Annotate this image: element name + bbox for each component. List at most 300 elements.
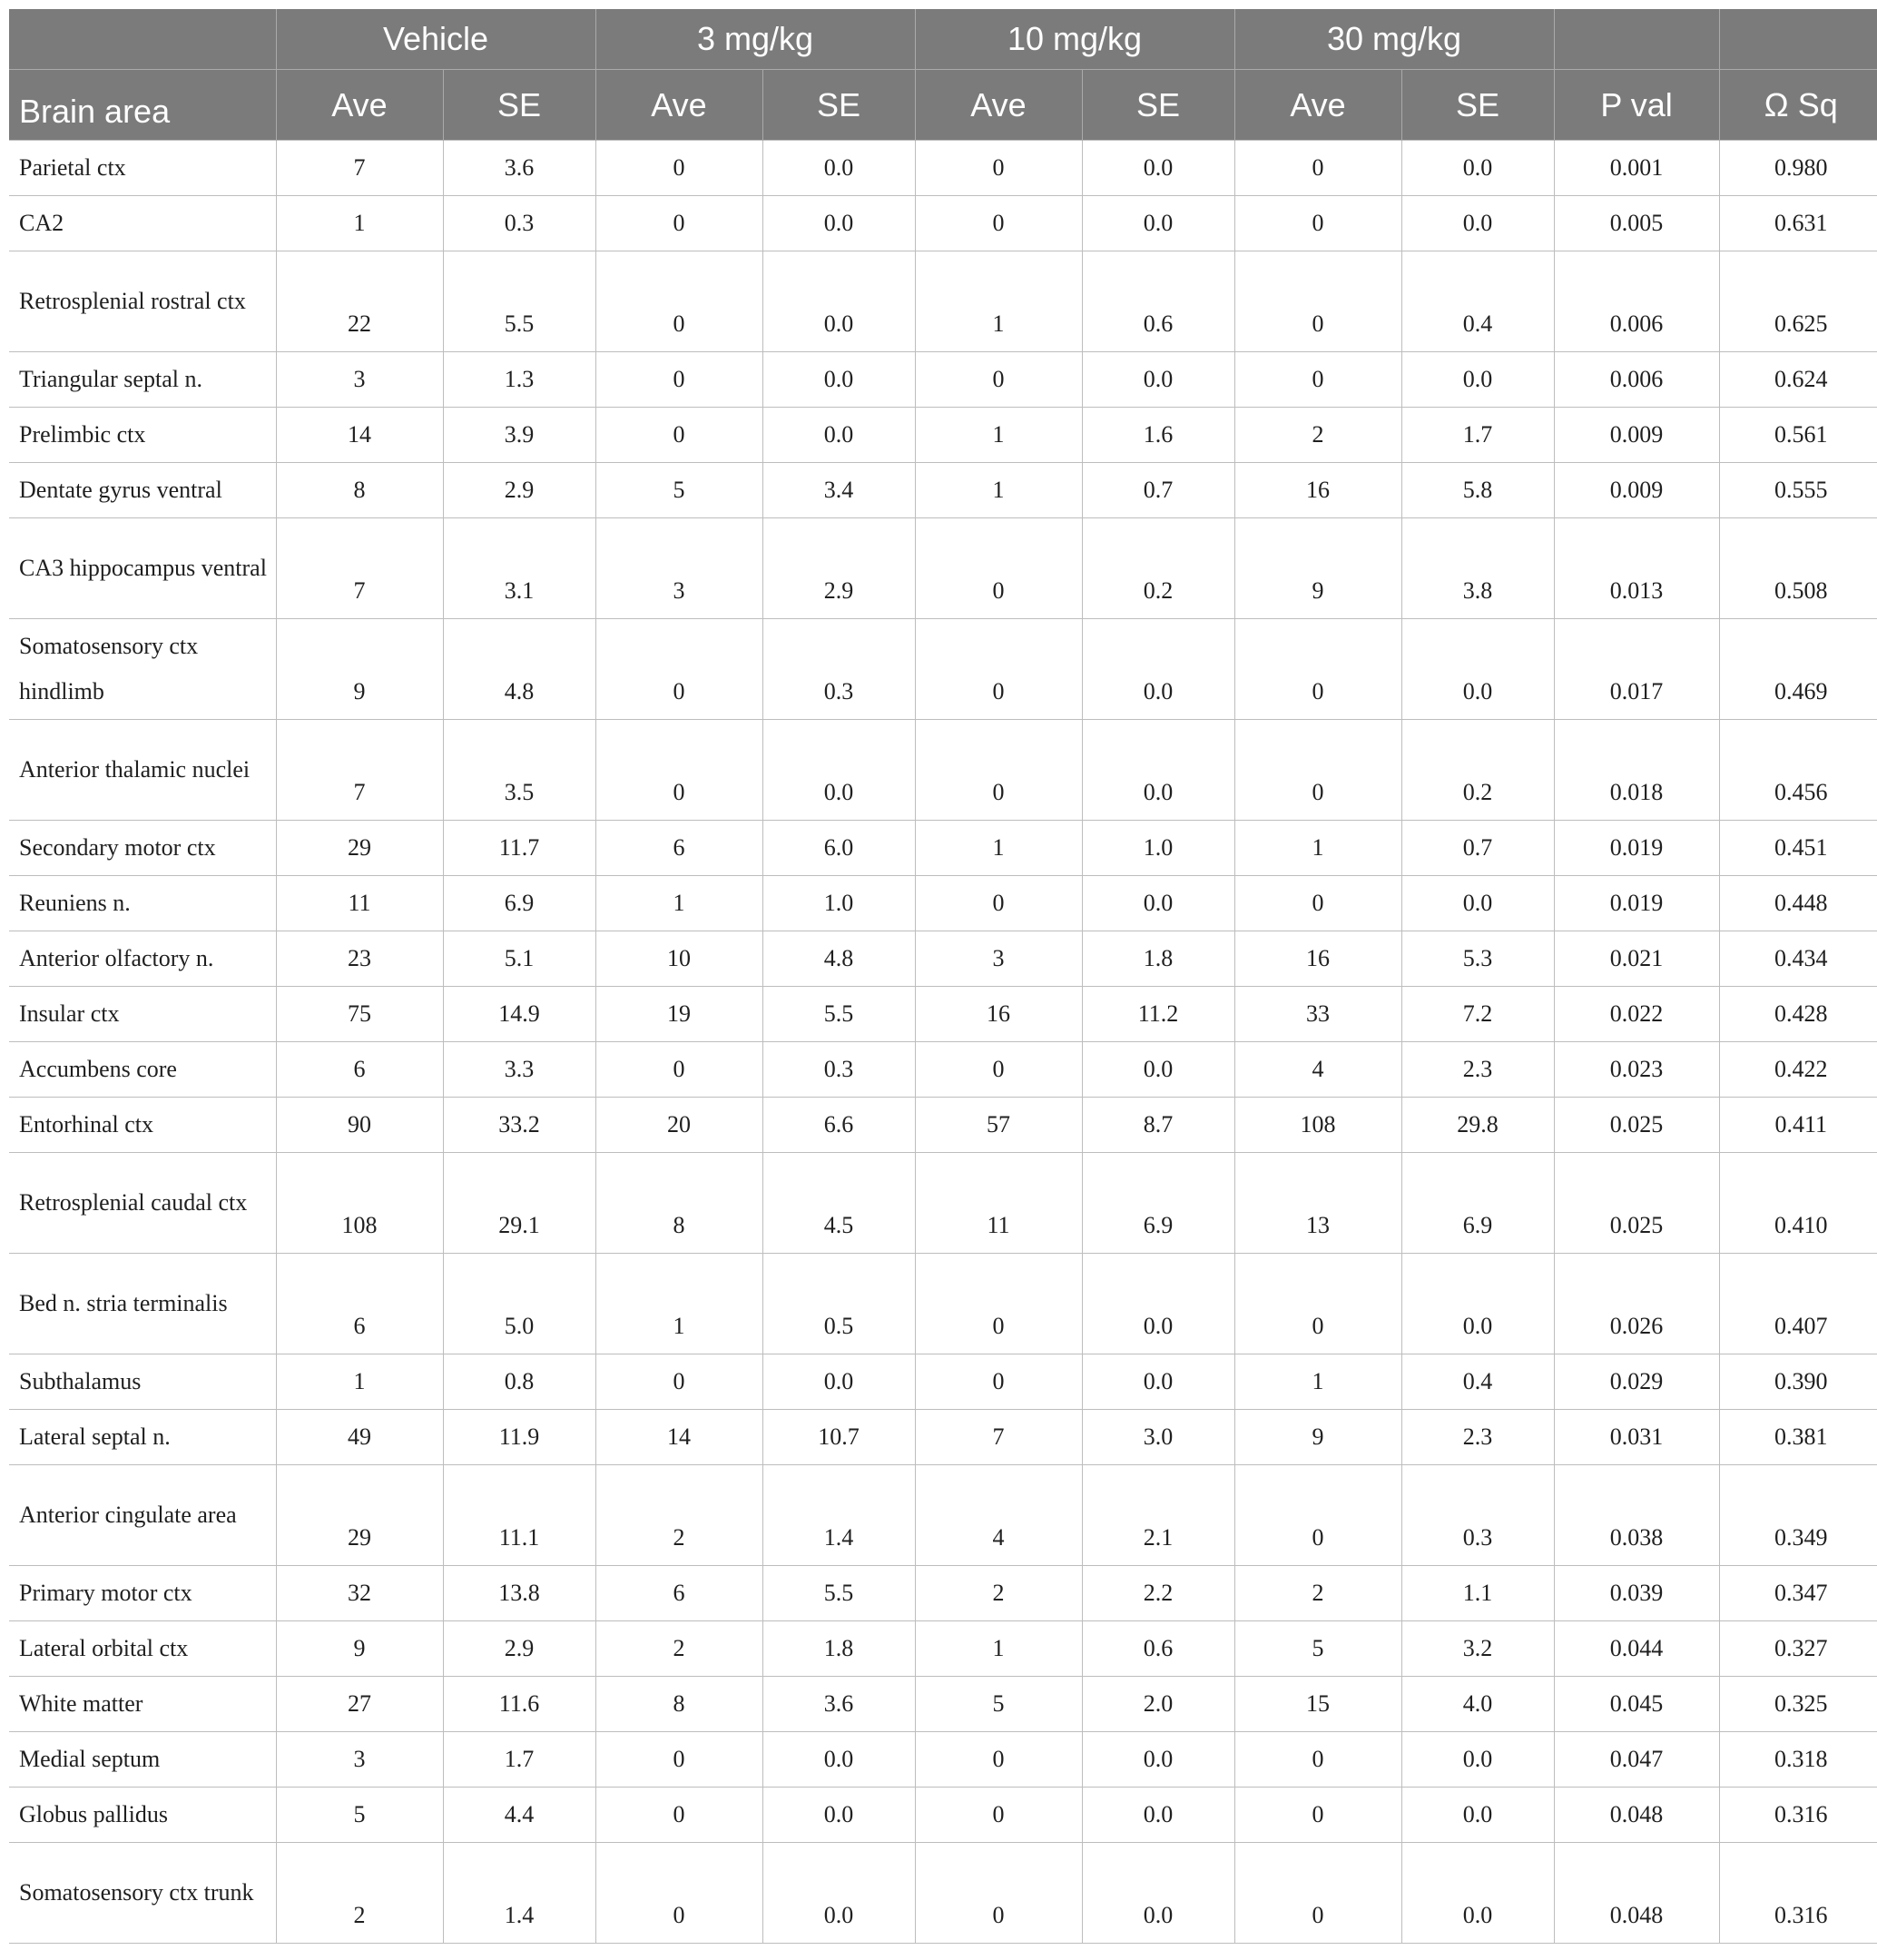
value-cell: 0 bbox=[595, 720, 762, 821]
value-cell: 2 bbox=[915, 1566, 1082, 1621]
table-row bbox=[9, 408, 1877, 463]
value-cell: 0.318 bbox=[1719, 1732, 1877, 1788]
value-cell: 3 bbox=[276, 352, 443, 408]
table-row bbox=[9, 1254, 1877, 1354]
value-cell: 0 bbox=[595, 1354, 762, 1410]
value-cell: 1.7 bbox=[443, 1732, 595, 1788]
value-cell: 1.8 bbox=[1082, 931, 1234, 987]
value-cell: 0.2 bbox=[1401, 720, 1554, 821]
value-cell: 4.0 bbox=[1401, 1677, 1554, 1732]
value-cell: 0.4 bbox=[1401, 251, 1554, 352]
value-cell: 6 bbox=[595, 821, 762, 876]
value-cell: 33 bbox=[1234, 987, 1401, 1042]
value-cell: 0.3 bbox=[1401, 1465, 1554, 1566]
value-cell: 15 bbox=[1234, 1677, 1401, 1732]
table-row bbox=[9, 518, 1877, 619]
value-cell: 0.5 bbox=[762, 1254, 915, 1354]
value-cell: 1.4 bbox=[762, 1465, 915, 1566]
column-header-vehicle-ave: Ave bbox=[276, 70, 443, 141]
value-cell: 5 bbox=[595, 463, 762, 518]
column-header-10mg-se: SE bbox=[1082, 70, 1234, 141]
value-cell: 0.6 bbox=[1082, 251, 1234, 352]
value-cell: 0.0 bbox=[1401, 1843, 1554, 1944]
table-row bbox=[9, 141, 1877, 196]
value-cell: 2.1 bbox=[1082, 1465, 1234, 1566]
value-cell: 0 bbox=[915, 352, 1082, 408]
brain-area-table bbox=[9, 9, 1877, 1944]
value-cell: 3.2 bbox=[1401, 1621, 1554, 1677]
value-cell: 1.8 bbox=[762, 1621, 915, 1677]
column-header-omega-sq: Ω Sq bbox=[1719, 70, 1877, 141]
value-cell: 3.9 bbox=[443, 408, 595, 463]
value-cell: 7 bbox=[276, 720, 443, 821]
value-cell: 14 bbox=[276, 408, 443, 463]
value-cell: 0.316 bbox=[1719, 1843, 1877, 1944]
value-cell: 22 bbox=[276, 251, 443, 352]
value-cell: 0 bbox=[915, 876, 1082, 931]
table-row bbox=[9, 619, 1877, 720]
value-cell: 1 bbox=[915, 1621, 1082, 1677]
value-cell: 0.039 bbox=[1554, 1566, 1719, 1621]
value-cell: 2.0 bbox=[1082, 1677, 1234, 1732]
value-cell: 0.3 bbox=[762, 1042, 915, 1098]
table-row bbox=[9, 1843, 1877, 1944]
value-cell: 8 bbox=[595, 1153, 762, 1254]
value-cell: 3.3 bbox=[443, 1042, 595, 1098]
value-cell: 0.451 bbox=[1719, 821, 1877, 876]
value-cell: 108 bbox=[276, 1153, 443, 1254]
value-cell: 1 bbox=[276, 1354, 443, 1410]
value-cell: 0.347 bbox=[1719, 1566, 1877, 1621]
value-cell: 0.0 bbox=[762, 352, 915, 408]
value-cell: 1 bbox=[915, 251, 1082, 352]
value-cell: 0 bbox=[595, 619, 762, 720]
value-cell: 4 bbox=[915, 1465, 1082, 1566]
value-cell: 1.0 bbox=[1082, 821, 1234, 876]
brain-area-cell: Anterior olfactory n. bbox=[9, 931, 276, 987]
value-cell: 0.631 bbox=[1719, 196, 1877, 251]
brain-area-cell: Somatosensory ctx trunk bbox=[9, 1843, 276, 1944]
group-header-vehicle: Vehicle bbox=[276, 9, 595, 70]
value-cell: 4.8 bbox=[443, 619, 595, 720]
value-cell: 0.0 bbox=[1082, 196, 1234, 251]
column-header-p-val: P val bbox=[1554, 70, 1719, 141]
value-cell: 0.8 bbox=[443, 1354, 595, 1410]
value-cell: 0.624 bbox=[1719, 352, 1877, 408]
value-cell: 14 bbox=[595, 1410, 762, 1465]
value-cell: 3.0 bbox=[1082, 1410, 1234, 1465]
value-cell: 1 bbox=[276, 196, 443, 251]
value-cell: 0 bbox=[1234, 251, 1401, 352]
value-cell: 0 bbox=[1234, 1788, 1401, 1843]
value-cell: 0.390 bbox=[1719, 1354, 1877, 1410]
value-cell: 0.026 bbox=[1554, 1254, 1719, 1354]
value-cell: 0.561 bbox=[1719, 408, 1877, 463]
value-cell: 29 bbox=[276, 1465, 443, 1566]
value-cell: 0 bbox=[1234, 141, 1401, 196]
value-cell: 16 bbox=[1234, 931, 1401, 987]
table-body bbox=[9, 141, 1877, 1944]
value-cell: 4 bbox=[1234, 1042, 1401, 1098]
value-cell: 32 bbox=[276, 1566, 443, 1621]
value-cell: 3 bbox=[595, 518, 762, 619]
value-cell: 1.4 bbox=[443, 1843, 595, 1944]
brain-area-cell: Secondary motor ctx bbox=[9, 821, 276, 876]
value-cell: 0.2 bbox=[1082, 518, 1234, 619]
value-cell: 7 bbox=[276, 518, 443, 619]
value-cell: 0 bbox=[915, 196, 1082, 251]
brain-area-cell: Primary motor ctx bbox=[9, 1566, 276, 1621]
value-cell: 57 bbox=[915, 1098, 1082, 1153]
value-cell: 0.019 bbox=[1554, 821, 1719, 876]
brain-area-cell: CA3 hippocampus ventral bbox=[9, 518, 276, 619]
table-row bbox=[9, 1465, 1877, 1566]
value-cell: 0.047 bbox=[1554, 1732, 1719, 1788]
value-cell: 0.980 bbox=[1719, 141, 1877, 196]
value-cell: 0 bbox=[1234, 1254, 1401, 1354]
value-cell: 0.009 bbox=[1554, 408, 1719, 463]
value-cell: 3 bbox=[915, 931, 1082, 987]
value-cell: 2.3 bbox=[1401, 1042, 1554, 1098]
value-cell: 11.2 bbox=[1082, 987, 1234, 1042]
value-cell: 0.022 bbox=[1554, 987, 1719, 1042]
value-cell: 6 bbox=[276, 1254, 443, 1354]
value-cell: 0.029 bbox=[1554, 1354, 1719, 1410]
value-cell: 1 bbox=[915, 463, 1082, 518]
value-cell: 0.044 bbox=[1554, 1621, 1719, 1677]
brain-area-cell: Triangular septal n. bbox=[9, 352, 276, 408]
value-cell: 0.045 bbox=[1554, 1677, 1719, 1732]
value-cell: 0 bbox=[595, 1788, 762, 1843]
value-cell: 0.013 bbox=[1554, 518, 1719, 619]
value-cell: 0.0 bbox=[762, 408, 915, 463]
value-cell: 11.9 bbox=[443, 1410, 595, 1465]
value-cell: 0.4 bbox=[1401, 1354, 1554, 1410]
group-header-row bbox=[9, 9, 1877, 70]
value-cell: 9 bbox=[1234, 1410, 1401, 1465]
group-header-10mg: 10 mg/kg bbox=[915, 9, 1234, 70]
value-cell: 5.8 bbox=[1401, 463, 1554, 518]
column-header-3mg-ave: Ave bbox=[595, 70, 762, 141]
table-row bbox=[9, 1354, 1877, 1410]
brain-area-cell: Bed n. stria terminalis bbox=[9, 1254, 276, 1354]
sub-header-row bbox=[9, 70, 1877, 141]
value-cell: 3.6 bbox=[443, 141, 595, 196]
value-cell: 6.9 bbox=[1401, 1153, 1554, 1254]
value-cell: 2.9 bbox=[443, 463, 595, 518]
value-cell: 0.327 bbox=[1719, 1621, 1877, 1677]
column-header-3mg-se: SE bbox=[762, 70, 915, 141]
value-cell: 6.0 bbox=[762, 821, 915, 876]
value-cell: 0.0 bbox=[1082, 1354, 1234, 1410]
group-header-3mg: 3 mg/kg bbox=[595, 9, 915, 70]
value-cell: 16 bbox=[1234, 463, 1401, 518]
brain-area-cell: Entorhinal ctx bbox=[9, 1098, 276, 1153]
value-cell: 7 bbox=[915, 1410, 1082, 1465]
brain-area-cell: Lateral septal n. bbox=[9, 1410, 276, 1465]
value-cell: 1.3 bbox=[443, 352, 595, 408]
value-cell: 0.0 bbox=[1082, 1788, 1234, 1843]
value-cell: 9 bbox=[276, 1621, 443, 1677]
value-cell: 5.0 bbox=[443, 1254, 595, 1354]
column-header-10mg-ave: Ave bbox=[915, 70, 1082, 141]
value-cell: 1 bbox=[1234, 1354, 1401, 1410]
value-cell: 0 bbox=[1234, 1732, 1401, 1788]
value-cell: 0.456 bbox=[1719, 720, 1877, 821]
value-cell: 33.2 bbox=[443, 1098, 595, 1153]
value-cell: 20 bbox=[595, 1098, 762, 1153]
brain-area-cell: Parietal ctx bbox=[9, 141, 276, 196]
value-cell: 8 bbox=[276, 463, 443, 518]
value-cell: 0.349 bbox=[1719, 1465, 1877, 1566]
value-cell: 0.316 bbox=[1719, 1788, 1877, 1843]
column-header-30mg-ave: Ave bbox=[1234, 70, 1401, 141]
value-cell: 7.2 bbox=[1401, 987, 1554, 1042]
column-header-vehicle-se: SE bbox=[443, 70, 595, 141]
value-cell: 0 bbox=[595, 1042, 762, 1098]
value-cell: 9 bbox=[1234, 518, 1401, 619]
value-cell: 1 bbox=[595, 1254, 762, 1354]
value-cell: 9 bbox=[276, 619, 443, 720]
value-cell: 0 bbox=[1234, 619, 1401, 720]
value-cell: 0 bbox=[1234, 1465, 1401, 1566]
value-cell: 0.019 bbox=[1554, 876, 1719, 931]
value-cell: 0.005 bbox=[1554, 196, 1719, 251]
value-cell: 11.6 bbox=[443, 1677, 595, 1732]
value-cell: 0.017 bbox=[1554, 619, 1719, 720]
brain-area-cell: Insular ctx bbox=[9, 987, 276, 1042]
value-cell: 1 bbox=[595, 876, 762, 931]
value-cell: 27 bbox=[276, 1677, 443, 1732]
brain-area-cell: Prelimbic ctx bbox=[9, 408, 276, 463]
value-cell: 5.5 bbox=[762, 987, 915, 1042]
value-cell: 5.5 bbox=[443, 251, 595, 352]
brain-area-cell: CA2 bbox=[9, 196, 276, 251]
table-row bbox=[9, 987, 1877, 1042]
brain-area-cell: Anterior thalamic nuclei bbox=[9, 720, 276, 821]
table-row bbox=[9, 876, 1877, 931]
value-cell: 0.0 bbox=[1082, 1042, 1234, 1098]
value-cell: 0.001 bbox=[1554, 141, 1719, 196]
value-cell: 5.3 bbox=[1401, 931, 1554, 987]
value-cell: 0.0 bbox=[762, 1354, 915, 1410]
table-row bbox=[9, 251, 1877, 352]
value-cell: 0.0 bbox=[762, 251, 915, 352]
value-cell: 0 bbox=[915, 518, 1082, 619]
value-cell: 0.006 bbox=[1554, 352, 1719, 408]
value-cell: 0.0 bbox=[1082, 619, 1234, 720]
value-cell: 1 bbox=[1234, 821, 1401, 876]
value-cell: 0.508 bbox=[1719, 518, 1877, 619]
value-cell: 0.7 bbox=[1082, 463, 1234, 518]
value-cell: 2.2 bbox=[1082, 1566, 1234, 1621]
value-cell: 0.0 bbox=[1082, 720, 1234, 821]
value-cell: 0.6 bbox=[1082, 1621, 1234, 1677]
value-cell: 0.325 bbox=[1719, 1677, 1877, 1732]
value-cell: 0.0 bbox=[1082, 1843, 1234, 1944]
value-cell: 6 bbox=[276, 1042, 443, 1098]
value-cell: 0.0 bbox=[762, 141, 915, 196]
table-row bbox=[9, 931, 1877, 987]
value-cell: 5 bbox=[1234, 1621, 1401, 1677]
value-cell: 2 bbox=[1234, 1566, 1401, 1621]
value-cell: 0 bbox=[915, 1042, 1082, 1098]
value-cell: 3.5 bbox=[443, 720, 595, 821]
header-blank-omega bbox=[1719, 9, 1877, 70]
value-cell: 0 bbox=[1234, 1843, 1401, 1944]
value-cell: 0.0 bbox=[1082, 352, 1234, 408]
value-cell: 0.038 bbox=[1554, 1465, 1719, 1566]
value-cell: 6.9 bbox=[443, 876, 595, 931]
value-cell: 0.006 bbox=[1554, 251, 1719, 352]
value-cell: 6 bbox=[595, 1566, 762, 1621]
value-cell: 3.8 bbox=[1401, 518, 1554, 619]
value-cell: 2.3 bbox=[1401, 1410, 1554, 1465]
value-cell: 0 bbox=[915, 1354, 1082, 1410]
value-cell: 3.1 bbox=[443, 518, 595, 619]
value-cell: 90 bbox=[276, 1098, 443, 1153]
table-header bbox=[9, 9, 1877, 141]
brain-area-cell: Retrosplenial caudal ctx bbox=[9, 1153, 276, 1254]
value-cell: 0.0 bbox=[1401, 196, 1554, 251]
value-cell: 2 bbox=[276, 1843, 443, 1944]
value-cell: 0 bbox=[1234, 720, 1401, 821]
brain-area-cell: Subthalamus bbox=[9, 1354, 276, 1410]
value-cell: 0.023 bbox=[1554, 1042, 1719, 1098]
value-cell: 49 bbox=[276, 1410, 443, 1465]
value-cell: 0 bbox=[1234, 876, 1401, 931]
value-cell: 0 bbox=[915, 1843, 1082, 1944]
column-header-brain-area: Brain area bbox=[9, 70, 276, 141]
brain-area-cell: White matter bbox=[9, 1677, 276, 1732]
value-cell: 0.410 bbox=[1719, 1153, 1877, 1254]
value-cell: 1 bbox=[915, 821, 1082, 876]
value-cell: 1.6 bbox=[1082, 408, 1234, 463]
value-cell: 11.1 bbox=[443, 1465, 595, 1566]
value-cell: 23 bbox=[276, 931, 443, 987]
value-cell: 0 bbox=[595, 1843, 762, 1944]
brain-area-cell: Medial septum bbox=[9, 1732, 276, 1788]
value-cell: 0.0 bbox=[1401, 876, 1554, 931]
value-cell: 2 bbox=[1234, 408, 1401, 463]
value-cell: 0.448 bbox=[1719, 876, 1877, 931]
table-row bbox=[9, 1410, 1877, 1465]
value-cell: 3.6 bbox=[762, 1677, 915, 1732]
value-cell: 0.0 bbox=[1082, 1732, 1234, 1788]
value-cell: 5.5 bbox=[762, 1566, 915, 1621]
value-cell: 4.8 bbox=[762, 931, 915, 987]
value-cell: 1 bbox=[915, 408, 1082, 463]
value-cell: 0.0 bbox=[1082, 1254, 1234, 1354]
value-cell: 13 bbox=[1234, 1153, 1401, 1254]
value-cell: 0 bbox=[595, 196, 762, 251]
brain-area-cell: Lateral orbital ctx bbox=[9, 1621, 276, 1677]
value-cell: 0.0 bbox=[762, 1788, 915, 1843]
value-cell: 0.009 bbox=[1554, 463, 1719, 518]
header-blank-pval bbox=[1554, 9, 1719, 70]
value-cell: 1.1 bbox=[1401, 1566, 1554, 1621]
value-cell: 0.021 bbox=[1554, 931, 1719, 987]
value-cell: 0.3 bbox=[762, 619, 915, 720]
value-cell: 0 bbox=[595, 352, 762, 408]
value-cell: 0 bbox=[915, 141, 1082, 196]
value-cell: 5.1 bbox=[443, 931, 595, 987]
brain-area-table-container bbox=[9, 9, 1877, 1944]
value-cell: 0 bbox=[595, 141, 762, 196]
value-cell: 4.5 bbox=[762, 1153, 915, 1254]
value-cell: 2 bbox=[595, 1465, 762, 1566]
value-cell: 0.411 bbox=[1719, 1098, 1877, 1153]
group-header-30mg: 30 mg/kg bbox=[1234, 9, 1554, 70]
table-row bbox=[9, 1621, 1877, 1677]
value-cell: 0.0 bbox=[1401, 619, 1554, 720]
value-cell: 29.1 bbox=[443, 1153, 595, 1254]
value-cell: 4.4 bbox=[443, 1788, 595, 1843]
value-cell: 11 bbox=[276, 876, 443, 931]
value-cell: 0 bbox=[915, 619, 1082, 720]
value-cell: 0.0 bbox=[762, 196, 915, 251]
value-cell: 0 bbox=[915, 1732, 1082, 1788]
table-row bbox=[9, 196, 1877, 251]
value-cell: 10 bbox=[595, 931, 762, 987]
table-row bbox=[9, 463, 1877, 518]
value-cell: 0 bbox=[1234, 352, 1401, 408]
value-cell: 0.0 bbox=[1401, 352, 1554, 408]
value-cell: 0 bbox=[915, 1788, 1082, 1843]
value-cell: 29.8 bbox=[1401, 1098, 1554, 1153]
brain-area-cell: Reuniens n. bbox=[9, 876, 276, 931]
value-cell: 0.048 bbox=[1554, 1843, 1719, 1944]
value-cell: 6.9 bbox=[1082, 1153, 1234, 1254]
value-cell: 0.0 bbox=[762, 1843, 915, 1944]
table-row bbox=[9, 821, 1877, 876]
brain-area-cell: Accumbens core bbox=[9, 1042, 276, 1098]
value-cell: 2 bbox=[595, 1621, 762, 1677]
value-cell: 0.555 bbox=[1719, 463, 1877, 518]
value-cell: 13.8 bbox=[443, 1566, 595, 1621]
table-row bbox=[9, 720, 1877, 821]
value-cell: 0.7 bbox=[1401, 821, 1554, 876]
value-cell: 0.0 bbox=[762, 720, 915, 821]
value-cell: 1.7 bbox=[1401, 408, 1554, 463]
value-cell: 75 bbox=[276, 987, 443, 1042]
brain-area-cell: Dentate gyrus ventral bbox=[9, 463, 276, 518]
table-row bbox=[9, 1042, 1877, 1098]
value-cell: 0.422 bbox=[1719, 1042, 1877, 1098]
value-cell: 14.9 bbox=[443, 987, 595, 1042]
table-row bbox=[9, 1566, 1877, 1621]
value-cell: 1.0 bbox=[762, 876, 915, 931]
value-cell: 0 bbox=[595, 1732, 762, 1788]
value-cell: 0.0 bbox=[1082, 876, 1234, 931]
value-cell: 0.025 bbox=[1554, 1153, 1719, 1254]
value-cell: 0.0 bbox=[1401, 1732, 1554, 1788]
value-cell: 0.048 bbox=[1554, 1788, 1719, 1843]
value-cell: 2.9 bbox=[443, 1621, 595, 1677]
table-row bbox=[9, 352, 1877, 408]
value-cell: 5 bbox=[276, 1788, 443, 1843]
table-row bbox=[9, 1677, 1877, 1732]
value-cell: 0 bbox=[915, 1254, 1082, 1354]
table-row bbox=[9, 1153, 1877, 1254]
value-cell: 0.0 bbox=[1401, 1254, 1554, 1354]
value-cell: 0.0 bbox=[1082, 141, 1234, 196]
value-cell: 0.031 bbox=[1554, 1410, 1719, 1465]
brain-area-cell: Retrosplenial rostral ctx bbox=[9, 251, 276, 352]
value-cell: 6.6 bbox=[762, 1098, 915, 1153]
value-cell: 0.018 bbox=[1554, 720, 1719, 821]
value-cell: 11.7 bbox=[443, 821, 595, 876]
